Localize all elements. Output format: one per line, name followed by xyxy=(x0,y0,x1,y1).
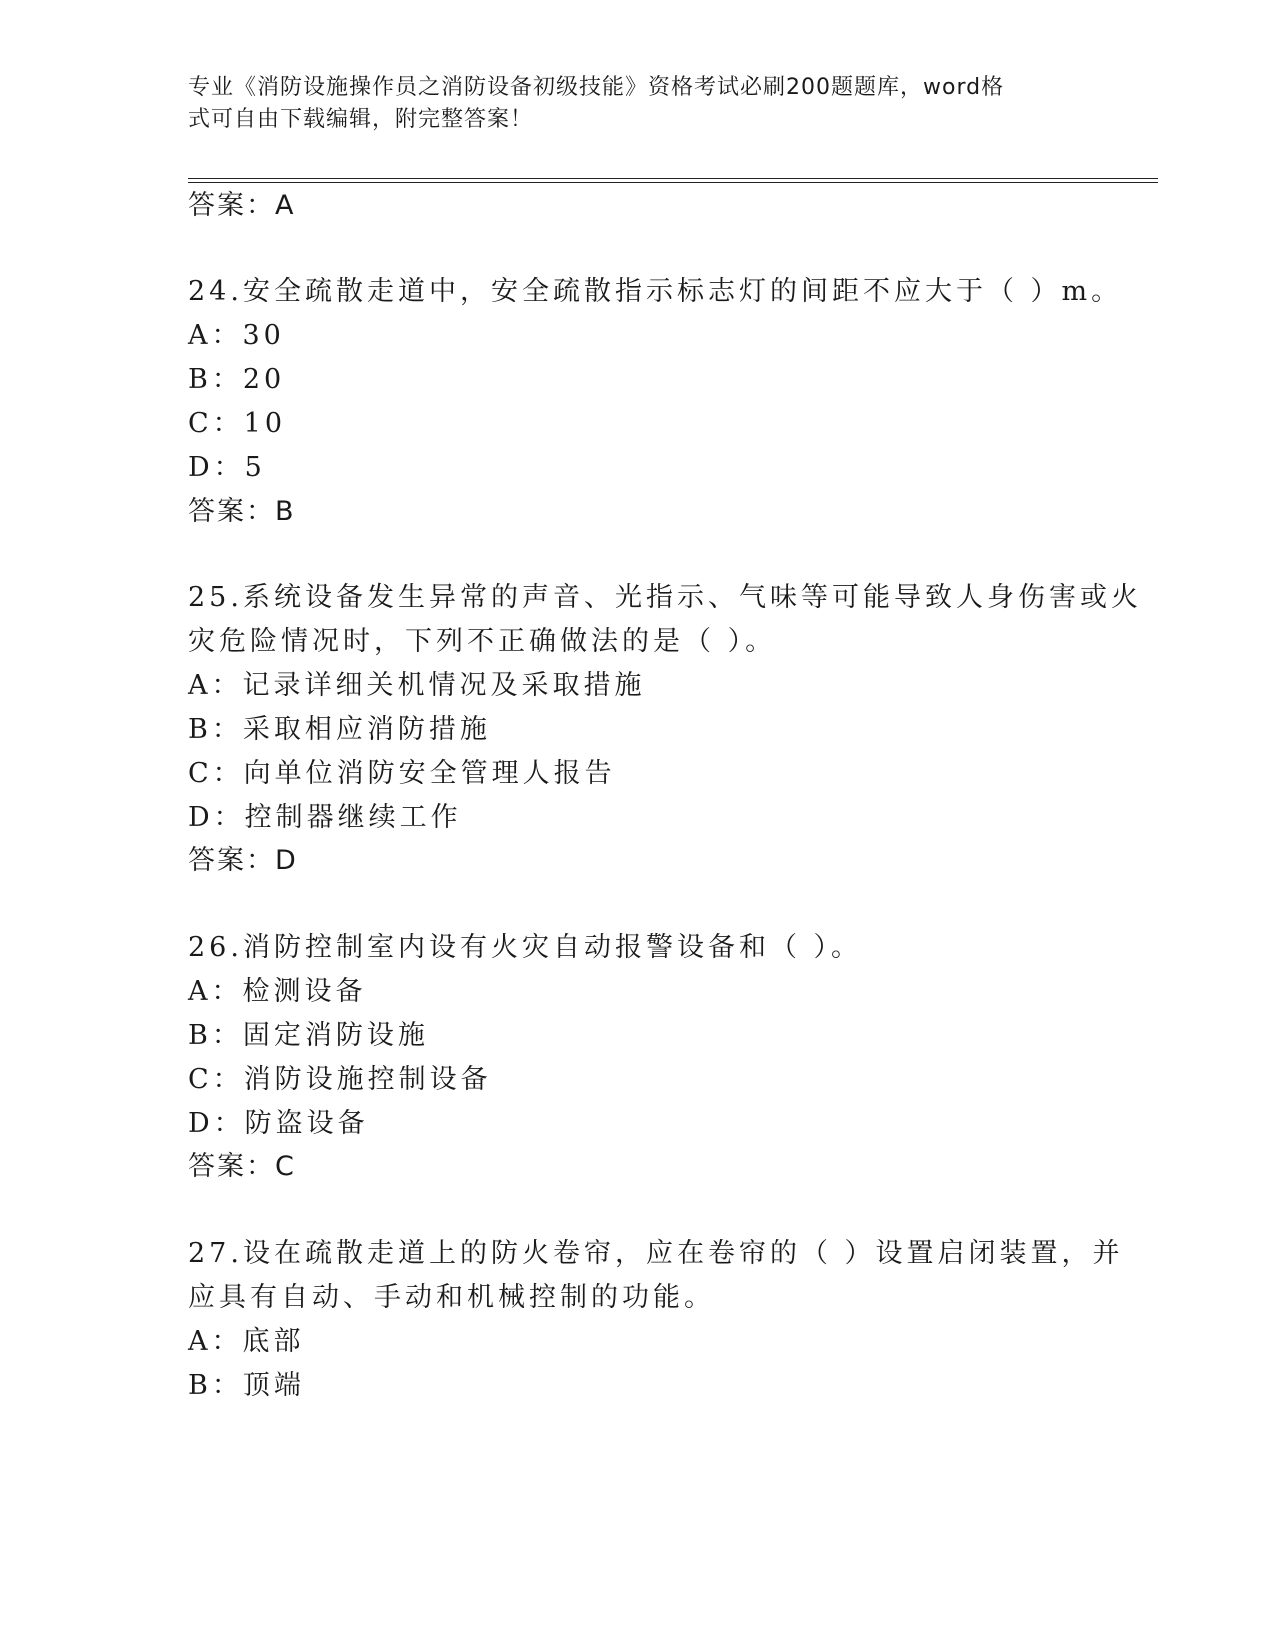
q26-option-a: A：检测设备 xyxy=(188,976,367,1007)
q26-answer: 答案：C xyxy=(188,1151,296,1182)
q24-option-a: A：30 xyxy=(188,320,285,351)
q27-option-a: A：底部 xyxy=(188,1326,305,1357)
q24-stem: 24.安全疏散走道中，安全疏散指示标志灯的间距不应大于（ ）m。 xyxy=(188,276,1123,307)
header-divider-top xyxy=(188,178,1158,179)
q24-option-c: C：10 xyxy=(188,408,287,439)
q25-option-b: B：采取相应消防措施 xyxy=(188,714,491,745)
q26-option-b: B：固定消防设施 xyxy=(188,1020,429,1051)
q27-stem-line-2: 应具有自动、手动和机械控制的功能。 xyxy=(188,1282,715,1313)
header-line-2: 式可自由下载编辑，附完整答案！ xyxy=(188,107,534,132)
q24-option-d: D：5 xyxy=(188,452,266,483)
q26-option-c: C：消防设施控制设备 xyxy=(188,1064,492,1095)
q25-option-c: C：向单位消防安全管理人报告 xyxy=(188,758,616,789)
q26-option-d: D：防盗设备 xyxy=(188,1108,369,1139)
q25-answer: 答案：D xyxy=(188,845,298,876)
prev-answer: 答案：A xyxy=(188,190,296,221)
q25-option-a: A：记录详细关机情况及采取措施 xyxy=(188,670,646,701)
document-header xyxy=(188,72,1068,136)
q25-stem-line-2: 灾危险情况时，下列不正确做法的是（ ）。 xyxy=(188,626,777,657)
q25-stem-line-1: 25.系统设备发生异常的声音、光指示、气味等可能导致人身伤害或火 xyxy=(188,582,1142,613)
header-line-1: 专业《消防设施操作员之消防设备初级技能》资格考试必刷200题题库，word格 xyxy=(188,75,1005,100)
q24-answer: 答案：B xyxy=(188,496,296,527)
q25-option-d: D：控制器继续工作 xyxy=(188,802,462,833)
header-divider-bottom xyxy=(188,182,1158,183)
q27-stem-line-1: 27.设在疏散走道上的防火卷帘，应在卷帘的（ ）设置启闭装置，并 xyxy=(188,1238,1124,1269)
q26-stem: 26.消防控制室内设有火灾自动报警设备和（ ）。 xyxy=(188,932,863,963)
q27-option-b: B：顶端 xyxy=(188,1370,305,1401)
q24-option-b: B：20 xyxy=(188,364,286,395)
